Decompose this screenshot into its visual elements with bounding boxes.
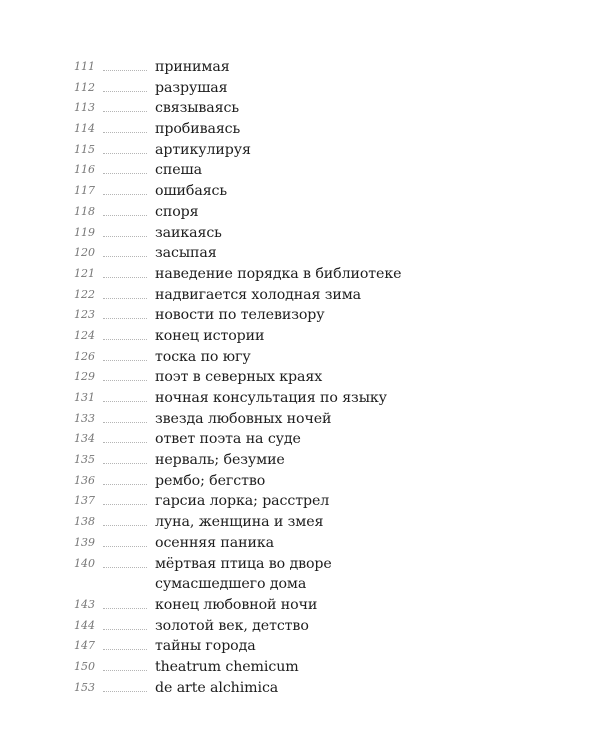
entry-title: рембо; бегство [155,472,266,489]
dotted-leader [103,153,147,154]
dotted-leader [103,277,147,278]
dotted-leader [103,215,147,216]
entry-title: засыпая [155,245,217,262]
dotted-leader [103,401,147,402]
entry-title: звезда любовных ночей [155,410,332,427]
toc-entry [0,575,600,596]
dotted-leader [103,422,147,423]
dotted-leader [103,173,147,174]
toc-entry [0,555,600,576]
dotted-leader [103,670,147,671]
toc-entry [0,224,600,245]
dotted-leader [103,649,147,650]
page-number: 114 [74,122,95,136]
page-number: 136 [74,473,95,487]
entry-title: de arte alchimica [155,679,279,696]
page-number: 129 [74,370,95,384]
entry-title: ответ поэта на суде [155,431,301,448]
page-number: 119 [74,225,95,239]
dotted-leader [103,256,147,257]
toc-entry [0,430,600,451]
entry-title: спеша [155,162,202,179]
toc-entry [0,182,600,203]
toc-entry [0,244,600,265]
entry-title: конец любовной ночи [155,596,318,613]
toc-entry [0,472,600,493]
page-number: 138 [74,515,95,529]
entry-title: нерваль; безумие [155,452,285,469]
entry-title: мёртвая птица во дворе [155,555,332,572]
page-number: 117 [74,184,95,198]
toc-entry [0,141,600,162]
entry-title: надвигается холодная зима [155,286,362,303]
entry-title: наведение порядка в библиотеке [155,265,402,282]
toc-entry [0,389,600,410]
entry-title: золотой век, детство [155,617,309,634]
page-number: 113 [74,101,95,115]
entry-title: тоска по югу [155,348,251,365]
entry-title: новости по телевизору [155,307,325,324]
entry-title: разрушая [155,79,228,96]
toc-entry [0,58,600,79]
dotted-leader [103,318,147,319]
toc-entry [0,513,600,534]
entry-title: ошибаясь [155,183,228,200]
toc-entry [0,99,600,120]
page-number: 137 [74,494,95,508]
entry-title: заикаясь [155,224,222,241]
page-number: 139 [74,535,95,549]
page-number: 140 [74,556,95,570]
page-number: 150 [74,659,95,673]
entry-title: луна, женщина и змея [155,514,324,531]
page-number: 144 [74,618,95,632]
page-number: 122 [74,287,95,301]
dotted-leader [103,463,147,464]
dotted-leader [103,70,147,71]
dotted-leader [103,339,147,340]
dotted-leader [103,91,147,92]
dotted-leader [103,360,147,361]
toc-entry [0,679,600,700]
toc-entry [0,327,600,348]
toc-entry [0,596,600,617]
table-of-contents [0,58,600,699]
page-number: 116 [74,163,95,177]
entry-title: theatrum chemicum [155,658,299,675]
toc-entry [0,637,600,658]
toc-entry [0,451,600,472]
dotted-leader [103,132,147,133]
dotted-leader [103,236,147,237]
dotted-leader [103,194,147,195]
toc-entry [0,534,600,555]
entry-title: артикулируя [155,141,251,158]
dotted-leader [103,111,147,112]
entry-title: связываясь [155,100,239,117]
dotted-leader [103,504,147,505]
page-number: 131 [74,391,95,404]
page-number: 120 [74,246,95,260]
entry-title: пробиваясь [155,121,241,138]
toc-entry [0,265,600,286]
page-number: 111 [74,60,95,73]
entry-title: поэт в северных краях [155,369,323,386]
dotted-leader [103,298,147,299]
entry-title: ночная консультация по языку [155,390,387,406]
page-number: 112 [74,80,95,94]
page-number: 118 [74,204,95,218]
page-number: 124 [74,328,95,342]
toc-entry [0,203,600,224]
dotted-leader [103,608,147,609]
toc-entry [0,161,600,182]
dotted-leader [103,691,147,692]
toc-entry [0,120,600,141]
toc-entry [0,286,600,307]
dotted-leader [103,525,147,526]
toc-entry [0,617,600,638]
page-number: 147 [74,639,95,653]
entry-title: споря [155,203,199,220]
page-number: 123 [74,308,95,322]
page-number: 135 [74,453,95,467]
toc-entry [0,410,600,431]
dotted-leader [103,629,147,630]
dotted-leader [103,380,147,381]
page-number: 133 [74,411,95,425]
toc-entry [0,492,600,513]
dotted-leader [103,442,147,443]
page-number: 126 [74,349,95,363]
toc-entry [0,658,600,679]
page-number: 115 [74,142,95,156]
page-number: 153 [74,680,95,694]
toc-entry [0,306,600,327]
entry-title: тайны города [155,638,256,655]
entry-title: гарсиа лорка; расстрел [155,493,330,510]
page-number: 143 [74,597,95,611]
entry-title: конец истории [155,327,265,344]
entry-title: принимая [155,59,230,75]
toc-entry [0,368,600,389]
entry-title: осенняя паника [155,534,274,551]
entry-title: сумасшедшего дома [155,576,307,593]
dotted-leader [103,484,147,485]
page-number: 134 [74,432,95,446]
toc-entry [0,348,600,369]
page-number: 121 [74,266,95,280]
toc-entry [0,79,600,100]
dotted-leader [103,546,147,547]
dotted-leader [103,567,147,568]
